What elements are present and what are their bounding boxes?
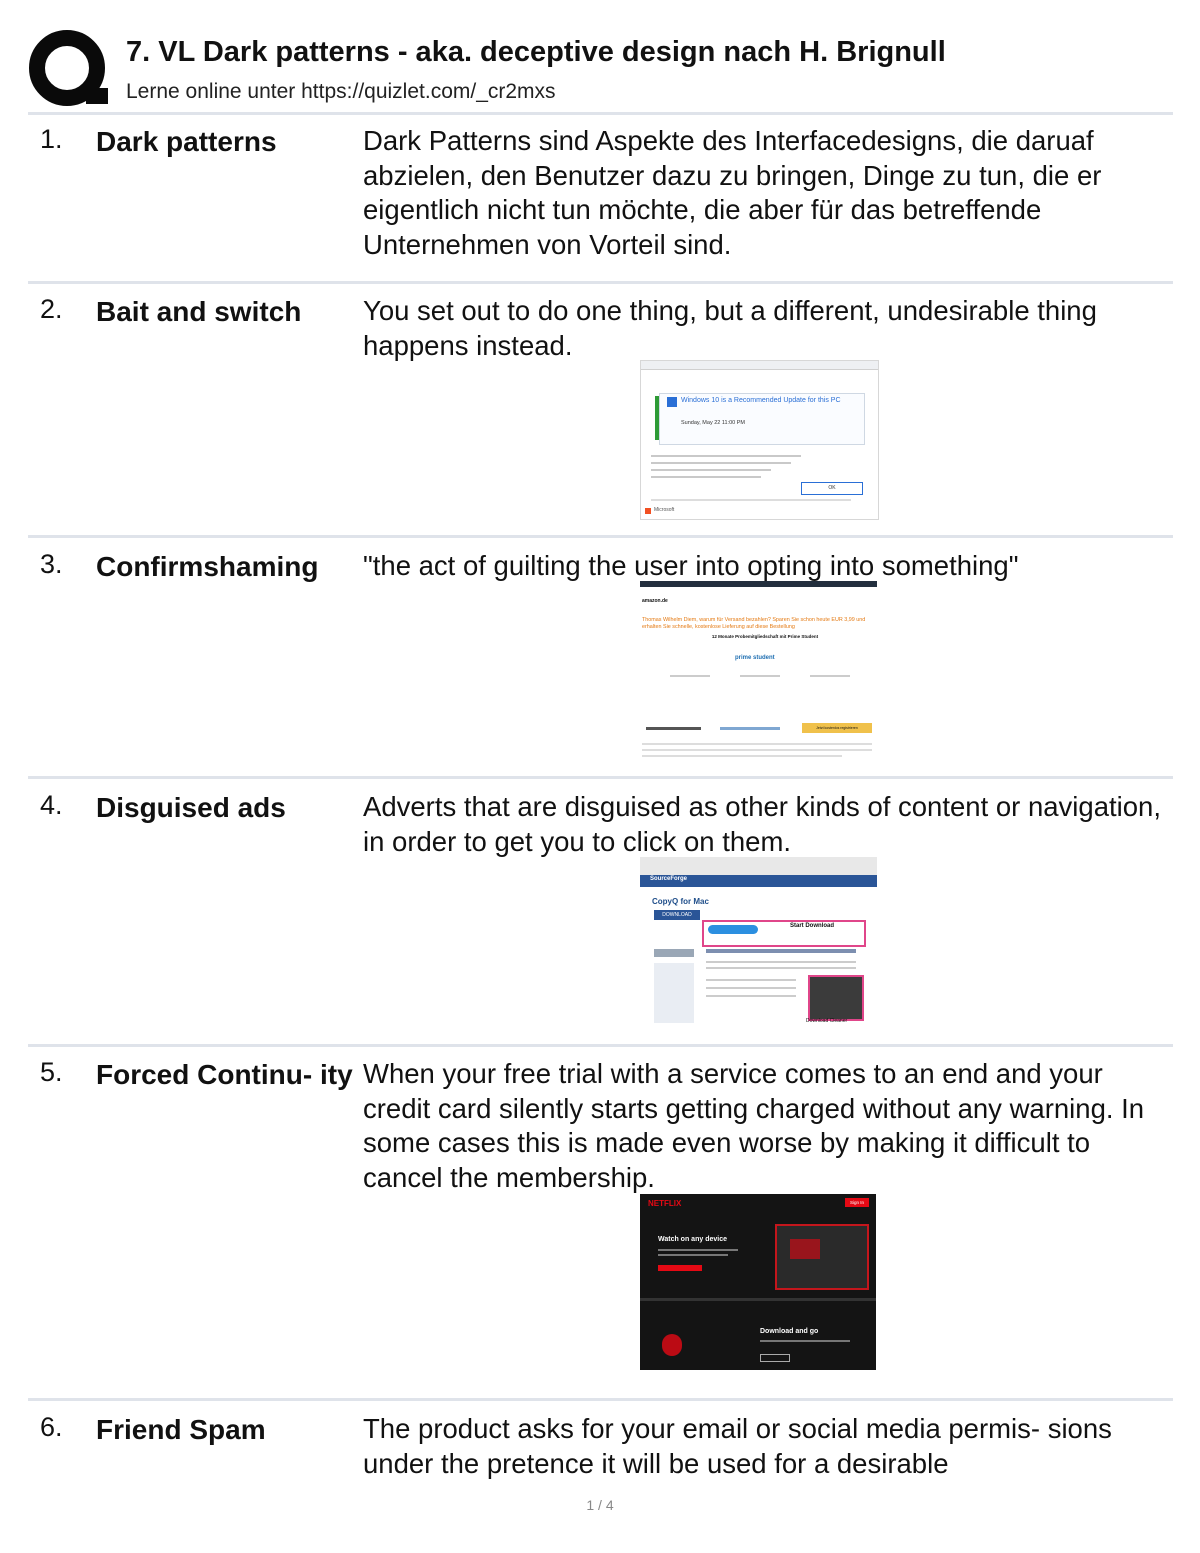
amazon-logo: amazon.de — [642, 598, 668, 604]
list-item — [28, 549, 1173, 774]
ad-button[interactable]: Download Cleaner — [806, 1018, 848, 1024]
list-item — [28, 1057, 1173, 1387]
sourceforge-logo: SourceForge — [650, 876, 688, 882]
item-definition: "the act of guilting the user into opting into something" — [363, 550, 1019, 581]
netflix-logo: NETFLIX — [648, 1199, 682, 1208]
download-button[interactable]: DOWNLOAD — [654, 910, 700, 920]
windows-logo-icon — [667, 397, 677, 407]
item-term: Disguised ads — [96, 792, 286, 823]
item-number: 3. — [40, 549, 63, 579]
project-title: CopyQ for Mac — [652, 897, 709, 906]
item-definition: You set out to do one thing, but a different, undesirable thing happens instead. — [363, 295, 1097, 361]
document-header — [28, 24, 1178, 114]
item-number: 1. — [40, 124, 63, 154]
quizlet-logo — [28, 28, 110, 110]
prime-student-logo: prime student — [735, 655, 775, 661]
sourceforge-screenshot — [640, 857, 877, 1027]
item-term: Friend Spam — [96, 1414, 266, 1445]
microsoft-label: Microsoft — [654, 507, 675, 513]
netflix-screenshot — [640, 1194, 876, 1380]
divider — [28, 1398, 1173, 1401]
update-date: Sunday, May 22 11:00 PM — [681, 420, 745, 426]
register-button[interactable]: Jetzt kostenlos registrieren — [802, 723, 872, 733]
item-number: 4. — [40, 790, 63, 820]
item-definition: The product asks for your email or social media permis- sions under the pretence it will be used for a desirable — [363, 1413, 1112, 1479]
netflix-heading-download: Download and go — [760, 1328, 819, 1335]
list-item — [28, 294, 1173, 524]
item-definition: Dark Patterns sind Aspekte des Interfacedesigns, die daruaf abzielen, den Benutzer dazu zu bringen, Dinge zu tun, die er eigentlich nicht tun möchte, die aber für das betreffende Unternehmen von Vorteil sind. — [363, 125, 1102, 260]
divider — [28, 776, 1173, 779]
windows-update-screenshot — [640, 360, 879, 520]
item-number: 2. — [40, 294, 63, 324]
amazon-prime-screenshot — [640, 581, 877, 763]
list-item — [28, 124, 1173, 274]
item-definition: When your free trial with a service comes to an end and your credit card silently starts getting charged without any warning. In some cases this is made even worse by making it difficult to cancel the membership. — [363, 1058, 1145, 1193]
netflix-heading-devices: Watch on any device — [658, 1236, 727, 1243]
page-title: 7. VL Dark patterns - aka. deceptive design nach H. Brignull — [126, 36, 946, 68]
item-number: 5. — [40, 1057, 63, 1087]
amazon-subline: 12 Monate Probemitgliedschaft mit Prime Student — [711, 634, 819, 639]
item-number: 6. — [40, 1412, 63, 1442]
status-bar — [655, 396, 659, 440]
list-item — [28, 1412, 1173, 1492]
divider — [28, 1044, 1173, 1047]
update-banner-text: Windows 10 is a Recommended Update for this PC — [681, 397, 841, 404]
page-subtitle: Lerne online unter https://quizlet.com/_cr2mxs — [126, 80, 556, 103]
item-term: Dark patterns — [96, 126, 277, 157]
divider — [28, 112, 1173, 115]
microsoft-logo-icon — [645, 508, 651, 514]
item-term: Forced Continu- ity — [96, 1059, 353, 1090]
item-term: Bait and switch — [96, 296, 302, 327]
ok-button[interactable]: OK — [801, 482, 863, 495]
ad-title: Start Download — [790, 923, 835, 929]
divider — [28, 281, 1173, 284]
amazon-headline: Thomas Wilhelm Diem, warum für Versand bezahlen? Sparen Sie schon heute EUR 3,99 und erhalten Sie schnelle, kostenlose Lieferung auf diese Bestellung — [642, 617, 866, 630]
divider — [28, 535, 1173, 538]
list-item — [28, 790, 1173, 1040]
item-definition: Adverts that are disguised as other kinds of content or navigation, in order to get you to click on them. — [363, 791, 1161, 857]
page-number: 1 / 4 — [586, 1497, 614, 1513]
sign-in-button[interactable]: Sign In — [845, 1198, 869, 1207]
item-term: Confirmshaming — [96, 551, 319, 582]
